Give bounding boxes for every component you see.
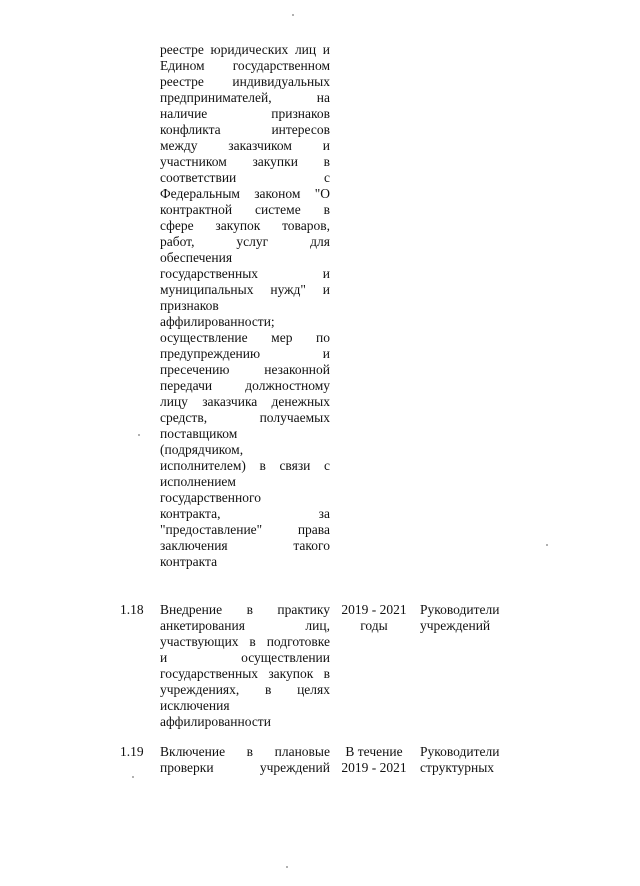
text-line: анкетирования лиц, xyxy=(160,618,330,633)
text-line: государственных и xyxy=(160,266,330,281)
text-line: контрактной системе в xyxy=(160,202,330,217)
text-line: "предоставление" права xyxy=(160,522,330,537)
text-line: Внедрение в практику xyxy=(160,602,330,617)
item-responsible xyxy=(420,744,520,776)
text-line: средств, получаемых xyxy=(160,410,330,425)
text-line: реестре юридических лиц и xyxy=(160,42,330,57)
text-line: Едином государственном xyxy=(160,58,330,73)
scan-speck xyxy=(138,434,140,436)
text-line: передачи должностному xyxy=(160,378,330,393)
text-line: конфликта интересов xyxy=(160,122,330,137)
scan-speck xyxy=(292,14,294,16)
text-line: признаков xyxy=(160,298,219,313)
text-line: исполнением xyxy=(160,474,236,489)
text-line: сфере закупок товаров, xyxy=(160,218,330,233)
text-line: наличие признаков xyxy=(160,106,330,121)
text-line: проверки учреждений xyxy=(160,760,330,775)
text-line: контракта xyxy=(160,554,218,569)
text-line: пресечению незаконной xyxy=(160,362,330,377)
scan-speck xyxy=(286,866,288,868)
responsible-line: учреждений xyxy=(420,618,491,633)
scan-speck xyxy=(132,776,134,778)
text-line: работ, услуг для xyxy=(160,234,330,249)
text-line: муниципальных нужд" и xyxy=(160,282,330,297)
item-description xyxy=(160,744,330,776)
period-line: годы xyxy=(360,618,388,633)
responsible-line: Руководители xyxy=(420,602,500,617)
text-line: осуществление мер по xyxy=(160,330,330,345)
text-line: Включение в плановые xyxy=(160,744,330,759)
text-line: реестре индивидуальных xyxy=(160,74,330,89)
responsible-line: Руководители xyxy=(420,744,500,759)
text-line: предпринимателей, на xyxy=(160,90,330,105)
period-line: 2019 - 2021 xyxy=(341,760,407,775)
text-line: лицу заказчика денежных xyxy=(160,394,330,409)
text-line: между заказчиком и xyxy=(160,138,330,153)
text-line: государственного xyxy=(160,490,261,505)
text-line: государственных закупок в xyxy=(160,666,330,681)
scan-speck xyxy=(546,544,548,546)
text-line: исключения xyxy=(160,698,230,713)
text-line: соответствии с xyxy=(160,170,330,185)
item-number: 1.19 xyxy=(120,744,144,759)
text-line: заключения такого xyxy=(160,538,330,553)
text-line: Федеральным законом "О xyxy=(160,186,330,201)
text-line: контракта, за xyxy=(160,506,330,521)
text-line: предупреждению и xyxy=(160,346,330,361)
text-line: участником закупки в xyxy=(160,154,330,169)
continuation-description xyxy=(160,42,330,570)
item-responsible xyxy=(420,602,520,634)
item-period xyxy=(336,602,412,634)
text-line: аффилированности; xyxy=(160,314,275,329)
text-line: обеспечения xyxy=(160,250,233,265)
text-line: (подрядчиком, xyxy=(160,442,244,457)
text-line: исполнителем) в связи с xyxy=(160,458,330,473)
text-line: участвующих в подготовке xyxy=(160,634,330,649)
text-line: и осуществлении xyxy=(160,650,330,665)
item-description xyxy=(160,602,330,730)
period-line: 2019 - 2021 xyxy=(341,602,407,617)
item-period xyxy=(336,744,412,776)
text-line: аффилированности xyxy=(160,714,271,729)
period-line: В течение xyxy=(345,744,403,759)
text-line: поставщиком xyxy=(160,426,238,441)
responsible-line: структурных xyxy=(420,760,495,775)
item-number: 1.18 xyxy=(120,602,144,617)
text-line: учреждениях, в целях xyxy=(160,682,330,697)
